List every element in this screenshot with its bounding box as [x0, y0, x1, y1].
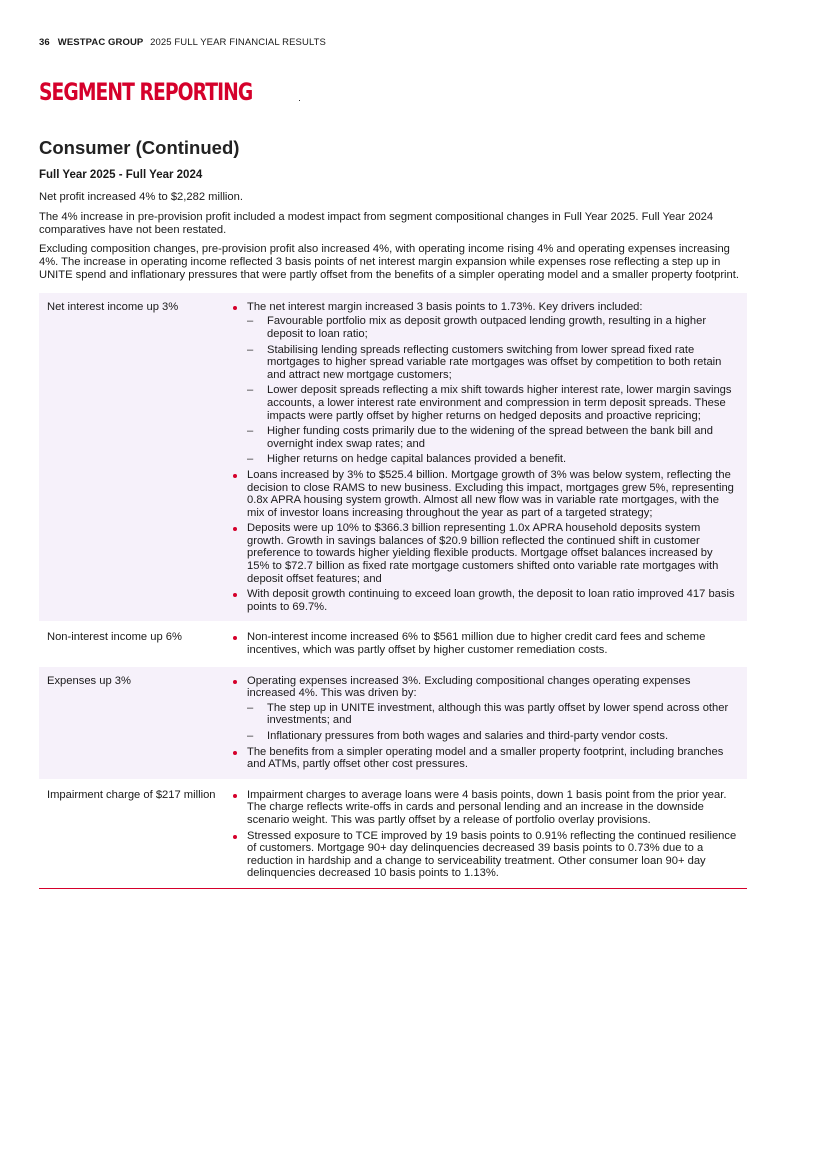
document-title: 2025 FULL YEAR FINANCIAL RESULTS [150, 37, 326, 48]
row-label: Impairment charge of $217 million [39, 780, 223, 889]
sub-item: – Inflationary pressures from both wages and salaries and third-party vendor costs. [247, 730, 737, 743]
sub-item: – The step up in UNITE investment, although this was partly offset by lower spend across other investments; and [247, 702, 737, 727]
period-heading: Full Year 2025 - Full Year 2024 [39, 169, 203, 181]
main-content [39, 137, 747, 889]
page-header [39, 37, 326, 48]
bullet-list [233, 301, 737, 614]
bullet-item: Stressed exposure to TCE improved by 19 basis points to 0.91% reflecting the continued resilience of customers. Mortgage 90+ day delinquencies decreased 39 basis points to 0.73% due to a reduction in hardship and a change to serviceability treatment. Other consumer loan 90+ day delinquencies decreased 10 basis points to 1.13%. [233, 830, 737, 880]
bullet-item: Non-interest income increased 6% to $561 million due to higher credit card fees and scheme incentives, which was partly offset by higher customer remediation costs. [233, 631, 737, 656]
row-label: Non-interest income up 6% [39, 622, 223, 665]
row-body [223, 293, 747, 623]
bullet-item [233, 301, 737, 466]
sub-item: – Higher returns on hedge capital balances provided a benefit. [247, 453, 737, 466]
row-body [223, 666, 747, 780]
bullet-text: Operating expenses increased 3%. Excluding compositional changes operating expenses increased 4%. This was driven by: [247, 674, 691, 700]
table-row [39, 622, 747, 665]
bullet-item [233, 675, 737, 743]
bullet-item: Loans increased by 3% to $525.4 billion. Mortgage growth of 3% was below system, reflecting the decision to close RAMS to new business. Excluding this impact, mortgages grew 5%, representing 0.8x APRA housing system growth. Almost all new flow was in variable rate mortgages, with the mix of investor loans increasing throughout the year as part of a targeted strategy; [233, 469, 737, 519]
bullet-item: Impairment charges to average loans were 4 basis points, down 1 basis point from the prior year. The charge reflects write-offs in cards and personal lending and an increase in the downside scenario weight. This was partly offset by a release of portfolio overlay provisions. [233, 789, 737, 827]
bullet-list [233, 631, 737, 656]
row-label: Net interest income up 3% [39, 293, 223, 623]
page-subtitle: Consumer (Continued) [39, 137, 240, 158]
sub-list [247, 315, 737, 466]
table-row [39, 780, 747, 889]
bullet-item: The benefits from a simpler operating model and a smaller property footprint, including branches and ATMs, partly offset other cost pressures. [233, 746, 737, 771]
brand-name: WESTPAC GROUP [57, 37, 144, 48]
intro-paragraph: The 4% increase in pre-provision profit included a modest impact from segment compositional changes in Full Year 2025. Full Year 2024 comparatives have not been restated. [39, 210, 714, 236]
sub-item: – Stabilising lending spreads reflecting customers switching from lower spread fixed rate mortgages to higher spread variable rate mortgages was offset by competition to both retain and attract new mortgage customers; [247, 344, 737, 382]
sub-item: – Lower deposit spreads reflecting a mix shift towards higher interest rate, lower margin savings accounts, a lower interest rate environment and compression in term deposit spreads. These impacts were partly offset by higher returns on hedged deposits and proactive repricing; [247, 384, 737, 422]
decorative-dot [299, 100, 300, 101]
row-label: Expenses up 3% [39, 666, 223, 780]
row-body [223, 780, 747, 889]
segment-table [39, 293, 747, 889]
sub-item: – Higher funding costs primarily due to the widening of the spread between the bank bill and overnight index swap rates; and [247, 425, 737, 450]
bullet-list [233, 675, 737, 771]
row-body [223, 622, 747, 665]
intro-paragraph: Excluding composition changes, pre-provision profit also increased 4%, with operating income rising 4% and operating expenses increasing 4%. The increase in operating income reflected 3 basis points of net interest margin expansion while expenses rose reflecting a step up in UNITE spend and inflationary pressures that were partly offset from the benefits of a simpler operating model and a smaller property footprint. [39, 243, 739, 281]
bullet-item: With deposit growth continuing to exceed loan growth, the deposit to loan ratio improved 417 basis points to 69.7%. [233, 588, 737, 613]
bullet-item: Deposits were up 10% to $366.3 billion representing 1.0x APRA household deposits system growth. Growth in savings balances of $20.9 billion reflected the continued shift in customer preference to towards higher yielding flexible products. Mortgage offset balances increased by 15% to $72.7 billion as fixed rate mortgage customers shifted onto variable rate mortgages with deposit offset features; and [233, 522, 737, 585]
sub-item: – Favourable portfolio mix as deposit growth outpaced lending growth, resulting in a higher deposit to loan ratio; [247, 315, 737, 340]
bullet-text: The net interest margin increased 3 basis points to 1.73%. Key drivers included: [247, 300, 643, 313]
section-title: SEGMENT REPORTING [39, 78, 253, 106]
table-row [39, 293, 747, 623]
intro-paragraph: Net profit increased 4% to $2,282 million. [39, 191, 243, 203]
table-row [39, 666, 747, 780]
sub-list [247, 702, 737, 743]
bullet-list [233, 789, 737, 880]
page-number: 36 [39, 37, 50, 48]
